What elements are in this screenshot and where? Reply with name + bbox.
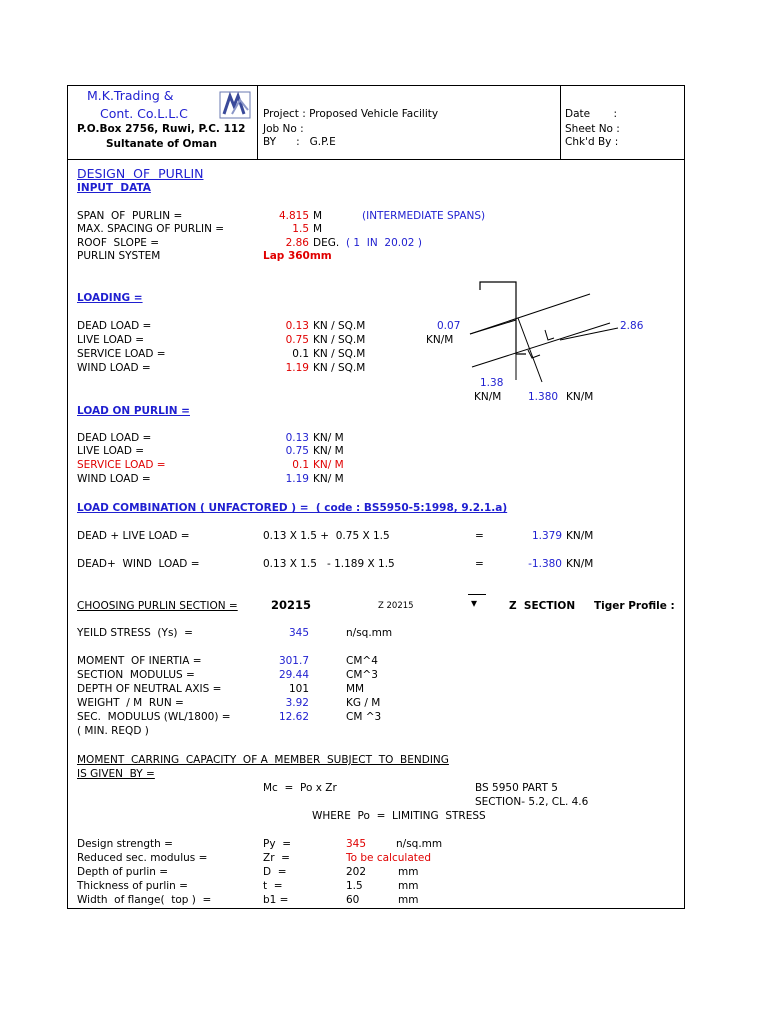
neutral-axis-label: DEPTH OF NEUTRAL AXIS = [77,683,222,695]
sec-modulus-req-unit: CM ^3 [346,711,382,723]
lop-dead-label: DEAD LOAD = [77,432,152,444]
lop-dead-value: 0.13 [285,432,309,444]
load-on-purlin-heading: LOAD ON PURLIN = [77,405,190,417]
lop-wind-value: 1.19 [285,473,309,485]
component-leader [470,320,516,334]
reduced-modulus-label: Reduced sec. modulus = [77,852,208,864]
slope-unit: DEG. [313,237,340,249]
loading-dead-label: DEAD LOAD = [77,320,152,332]
header-divider-right [560,85,561,160]
choose-section-value[interactable]: 20215 [271,598,312,612]
combo-dl-equals: = [475,530,484,542]
sheet-no-field: Sheet No : [565,123,620,135]
slope-note: ( 1 IN 20.02 ) [346,237,422,249]
lop-live-label: LIVE LOAD = [77,445,145,457]
lop-live-value: 0.75 [285,445,309,457]
purlin-system-value: Lap 360mm [263,250,332,262]
sec-modulus-req-value: 12.62 [278,711,309,723]
loading-live-label: LIVE LOAD = [77,334,145,346]
company-name-line2: Cont. Co.L.L.C [100,106,188,121]
loading-live-unit: KN / SQ.M [313,334,366,346]
combo-dw-equals: = [475,558,484,570]
section-modulus-unit: CM^3 [346,669,378,681]
span-label: SPAN OF PURLIN = [77,210,183,222]
loading-service-label: SERVICE LOAD = [77,348,166,360]
loading-service-unit: KN / SQ.M [313,348,366,360]
combo-dl-expression: 0.13 X 1.5 + 0.75 X 1.5 [263,530,390,542]
checked-by-field: Chk'd By : [565,136,619,148]
code-reference-1: BS 5950 PART 5 [475,782,558,794]
purlin-thickness-unit: mm [398,880,419,892]
company-country: Sultanate of Oman [106,138,217,150]
combination-heading: LOAD COMBINATION ( UNFACTORED ) = ( code : BS5950-5:1998, 9.2.1.a) [77,502,508,514]
purlin-depth-symbol: D = [263,866,287,878]
reduced-modulus-value: To be calculated [346,852,431,864]
yield-stress-value: 345 [288,627,309,639]
purlin-depth-label: Depth of purlin = [77,866,169,878]
spacing-value: 1.5 [292,223,309,235]
loading-wind-unit: KN / SQ.M [313,362,366,374]
moi-label: MOMENT OF INERTIA = [77,655,202,667]
purlin-system-label: PURLIN SYSTEM [77,250,161,262]
lop-service-label: SERVICE LOAD = [77,459,166,471]
spacing-unit: M [313,223,323,235]
load-vector-inclined [518,318,542,382]
page-title: DESIGN OF PURLIN [77,166,204,181]
diagram-component-value: 0.07 [437,320,461,332]
neutral-axis-value: 101 [288,683,309,695]
angle-marker [545,330,554,340]
diagram-resultant-unit: KN/M [566,391,594,403]
loading-wind-label: WIND LOAD = [77,362,151,374]
reduced-modulus-symbol: Zr = [263,852,290,864]
loading-wind-value: 1.19 [285,362,309,374]
span-unit: M [313,210,323,222]
job-no: Job No : [263,123,304,135]
section-type: Z SECTION [509,600,576,612]
weight-unit: KG / M [346,697,381,709]
loading-dead-value: 0.13 [285,320,309,332]
header-divider [67,159,685,160]
loading-heading: LOADING = [77,292,143,304]
header-divider-left [257,85,258,160]
combo-dl-value: 1.379 [531,530,562,542]
slope-label: ROOF SLOPE = [77,237,160,249]
moment-formula: Mc = Po x Zr [263,782,337,794]
moi-unit: CM^4 [346,655,378,667]
diagram-component-unit: KN/M [426,334,454,346]
company-name-line1: M.K.Trading & [87,88,174,103]
purlin-thickness-label: Thickness of purlin = [77,880,188,892]
neutral-axis-unit: MM [346,683,365,695]
lop-wind-unit: KN/ M [313,473,344,485]
yield-stress-unit: n/sq.mm [346,627,393,639]
dropdown-underline [468,594,486,595]
lop-wind-label: WIND LOAD = [77,473,151,485]
moment-heading-line2: IS GIVEN BY = [77,768,155,780]
span-note: (INTERMEDIATE SPANS) [362,210,486,222]
diagram-resultant-value: 1.380 [528,391,559,403]
weight-label: WEIGHT / M RUN = [77,697,184,709]
lop-dead-unit: KN/ M [313,432,344,444]
combo-dl-unit: KN/M [566,530,594,542]
code-reference-2: SECTION- 5.2, CL. 4.6 [475,796,589,808]
flange-width-value: 60 [346,894,360,906]
min-reqd-note: ( MIN. REQD ) [77,725,149,737]
moment-heading-line1: MOMENT CARRING CAPACITY OF A MEMBER SUBJECT TO BENDING [77,754,449,766]
choose-section-label: CHOOSING PURLIN SECTION = [77,600,238,612]
combo-dl-label: DEAD + LIVE LOAD = [77,530,190,542]
purlin-thickness-value: 1.5 [346,880,363,892]
purlin-depth-value: 202 [346,866,367,878]
limiting-stress-note: WHERE Po = LIMITING STRESS [312,810,486,822]
project-title: Project : Proposed Vehicle Facility [263,108,439,120]
spacing-label: MAX. SPACING OF PURLIN = [77,223,225,235]
section-dropdown-arrow[interactable]: ▾ [471,596,478,610]
design-strength-value: 345 [346,838,367,850]
diagram-normal-unit: KN/M [474,391,502,403]
weight-value: 3.92 [285,697,309,709]
section-modulus-value: 29.44 [278,669,309,681]
loading-service-value: 0.1 [292,348,309,360]
prepared-by: BY : G.P.E [263,136,336,148]
sec-modulus-req-label: SEC. MODULUS (WL/1800) = [77,711,231,723]
loading-live-value: 0.75 [285,334,309,346]
lop-live-unit: KN/ M [313,445,344,457]
moi-value: 301.7 [278,655,309,667]
purlin-thickness-symbol: t = [263,880,283,892]
company-address: P.O.Box 2756, Ruwi, P.C. 112 [77,123,246,135]
combo-dw-value: -1.380 [528,558,562,570]
flange-width-symbol: b1 = [263,894,289,906]
sheet-frame [67,85,685,909]
right-angle-marker [528,350,540,358]
slope-value: 2.86 [285,237,309,249]
design-strength-label: Design strength = [77,838,173,850]
purlin-depth-unit: mm [398,866,419,878]
input-data-heading: INPUT DATA [77,182,151,194]
flange-width-label: Width of flange( top ) = [77,894,212,906]
flange-width-unit: mm [398,894,419,906]
design-strength-unit: n/sq.mm [396,838,443,850]
roof-line-lower [472,323,610,367]
company-logo [218,90,252,120]
diagram-angle: 2.86 [620,320,644,332]
combo-dw-label: DEAD+ WIND LOAD = [77,558,200,570]
diagram-normal-value: 1.38 [480,377,504,389]
yield-stress-label: YEILD STRESS (Ys) = [77,627,193,639]
section-modulus-label: SECTION MODULUS = [77,669,195,681]
combo-dw-expression: 0.13 X 1.5 - 1.189 X 1.5 [263,558,395,570]
lop-service-value: 0.1 [292,459,309,471]
lop-service-unit: KN/ M [313,459,344,471]
loading-dead-unit: KN / SQ.M [313,320,366,332]
date-field: Date : [565,108,617,120]
section-code: Z 20215 [378,601,414,611]
section-profile: Tiger Profile : [594,600,675,612]
design-strength-symbol: Py = [263,838,292,850]
span-value: 4.815 [278,210,309,222]
combo-dw-unit: KN/M [566,558,594,570]
